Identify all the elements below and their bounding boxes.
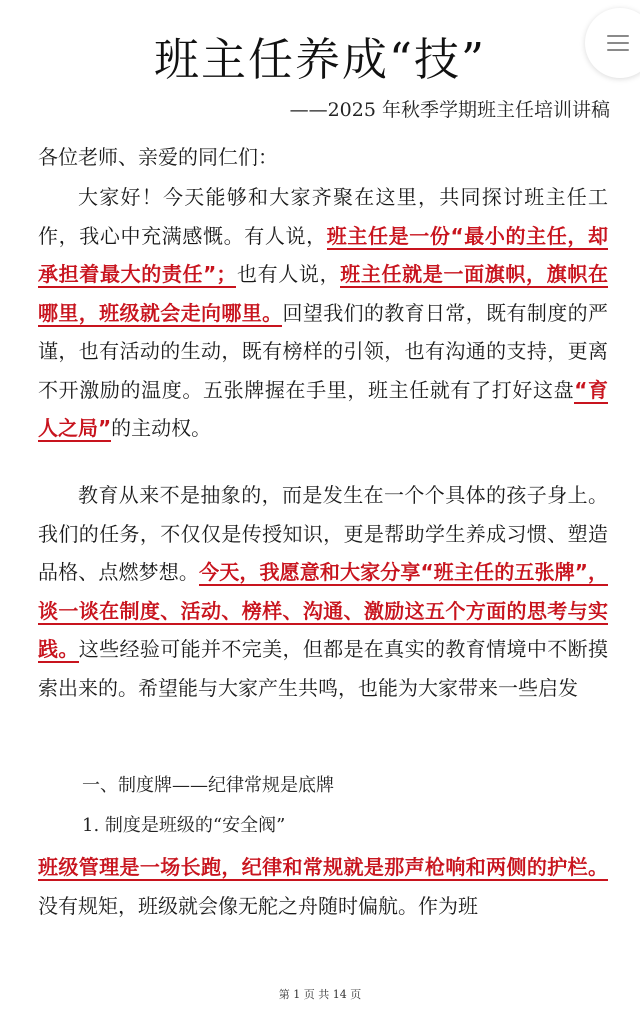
document-title: 班主任养成“技” [153,33,486,86]
document-subtitle: ——2025 年秋季学期班主任培训讲稿 [289,99,610,121]
p1-text-2: 也有人说， [236,262,341,286]
p2-text-1: 教育从来不是抽象的，而是发生在一个个具体的孩子身上。我们的任务，不仅仅是传授知识，更是帮助学生养成习惯、塑造品格、点燃梦想。 [38,483,608,584]
p1-text-1: 大家好！今天能够和大家齐聚在这里，共同探讨班主任工作，我心中充满感慨。有人说， [38,185,608,248]
section-heading-1: 一、制度牌——纪律常规是底牌 [82,775,334,796]
paragraph-1 [38,178,608,448]
p1-highlight-1: 班主任是一份“最小的主任，却承担着最大的责任”； [38,223,608,286]
p2-highlight-1: 今天，我愿意和大家分享“班主任的五张牌”，谈一谈在制度、活动、榜样、沟通、激励这五个方面的思考与实践。 [38,560,608,661]
p1-highlight-3: “育人之局” [38,377,609,440]
paragraph-3 [38,848,608,925]
p2-text-2: 这些经验可能并不完美，但都是在真实的教育情境中不断摸索出来的。希望能与大家产生共鸣，也能为大家带来一些启发 [38,637,609,700]
greeting: 各位老师、亲爱的同仁们： [38,145,278,169]
p3-text-1: 没有规矩，班级就会像无舵之舟随时偏航。作为班 [38,893,478,918]
p1-text-3: 回望我们的教育日常，既有制度的严谨，也有活动的生动，既有榜样的引领，也有沟通的支持，更离不开激励的温度。五张牌握在手里，班主任就有了打好这盘 [38,300,609,402]
p1-highlight-2: 班主任就是一面旗帜，旗帜在哪里，班级就会走向哪里。 [38,262,608,325]
subsection-heading-1: 1. 制度是班级的“安全阀” [82,815,286,836]
p1-text-4: 的主动权。 [111,416,212,440]
p3-highlight-1: 班级管理是一场长跑，纪律和常规就是那声枪响和两侧的护栏。 [38,855,608,879]
paragraph-2 [38,476,608,707]
page-footer: 第 1 页 共 14 页 [278,988,362,1001]
